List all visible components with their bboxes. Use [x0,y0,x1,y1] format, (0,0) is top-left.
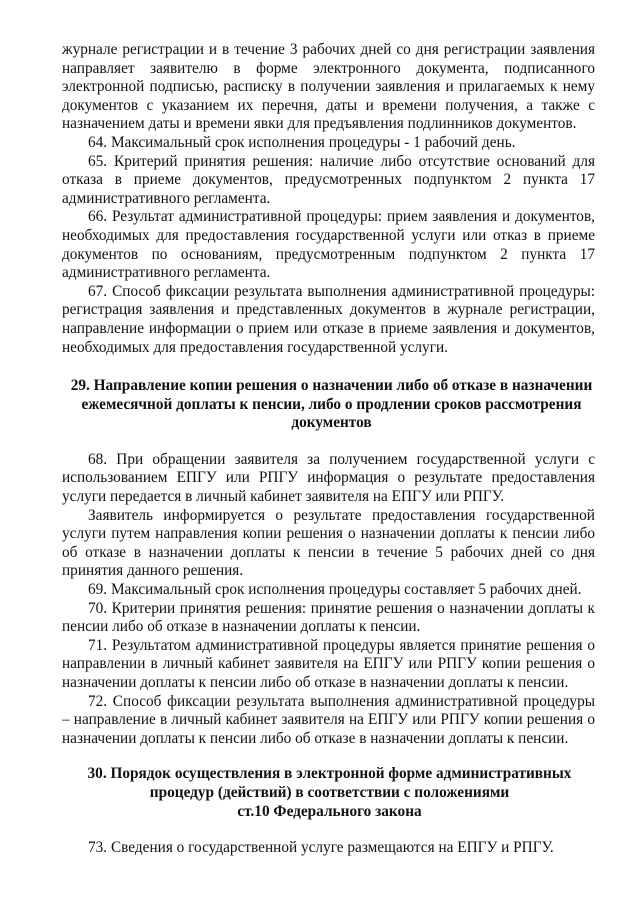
section-30-heading-line1: 30. Порядок осуществления в электронной форме административных [87,765,572,783]
paragraph-73: 73. Сведения о государственной услуге размещаются на ЕПГУ и РПГУ. [88,839,554,857]
paragraph-continuation: журнале регистрации и в течение 3 рабочих дней со дня регистрации заявления направляет заявителю в форме электронного документа, подписанного электронной подписью, расписку в получении заявления и прилагаемых к нему документов с указанием их перечня, даты и времени получения, а также с назначением даты и времени явки для предъявления подлинников документов. [62,41,595,133]
paragraph-65: 65. Критерий принятия решения: наличие либо отсутствие оснований для отказа в приеме документов, предусмотренных подпунктом 2 пункта 17 административного регламента. [62,152,595,207]
paragraph-70: 70. Критерии принятия решения: принятие решения о назначении доплаты к пенсии либо об отказе в назначении доплаты к пенсии. [62,599,595,636]
paragraph-71: 71. Результатом административной процедуры является принятие решения о направлении в личный кабинет заявителя на ЕПГУ или РПГУ копии решения о назначении доплаты к пенсии либо об отказе в назначении доплаты к пенсии. [62,636,595,691]
paragraph-67: 67. Способ фиксации результата выполнения административной процедуры: регистрация заявления и представленных документов в журнале регистрации, направление информации о прием или отказе в приеме заявления и документов, необходимых для предоставления государственной услуги. [62,282,595,356]
section-29-heading: 29. Направление копии решения о назначении либо об отказе в назначении ежемесячной доплаты к пенсии, либо о продлении сроков рассмотрения документов [70,377,593,432]
paragraph-66: 66. Результат административной процедуры: прием заявления и документов, необходимых для предоставления государственной услуги или отказ в приеме документов по основаниям, предусмотренным подпунктом 2 пункта 17 административного регламента. [62,208,595,282]
paragraph-68: 68. При обращении заявителя за получением государственной услуги с использованием ЕПГУ или РПГУ информация о результате предоставления услуги передается в личный кабинет заявителя на ЕПГУ или РПГУ. [62,450,595,506]
paragraph-69: 69. Максимальный срок исполнения процедуры составляет 5 рабочих дней. [88,581,582,599]
paragraph-72: 72. Способ фиксации результата выполнения административной процедуры – направление в личный кабинет заявителя на ЕПГУ или РПГУ копии решения о назначении доплаты к пенсии либо об отказе в назначении доплаты к пенсии. [62,692,595,747]
paragraph-64: 64. Максимальный срок исполнения процедуры - 1 рабочий день. [88,133,516,151]
section-30-heading [62,765,595,821]
section-30-heading-line2: процедур (действий) в соответствии с положениями [149,783,510,801]
paragraph-applicant-informed: Заявитель информируется о результате предоставления государственной услуги путем направления копии решения о назначении доплаты к пенсии либо об отказе в назначении доплаты к пенсии в течение 5 рабочих дней со дня принятия данного решения. [62,506,595,580]
section-30-heading-line3: ст.10 Федерального закона [237,802,422,820]
